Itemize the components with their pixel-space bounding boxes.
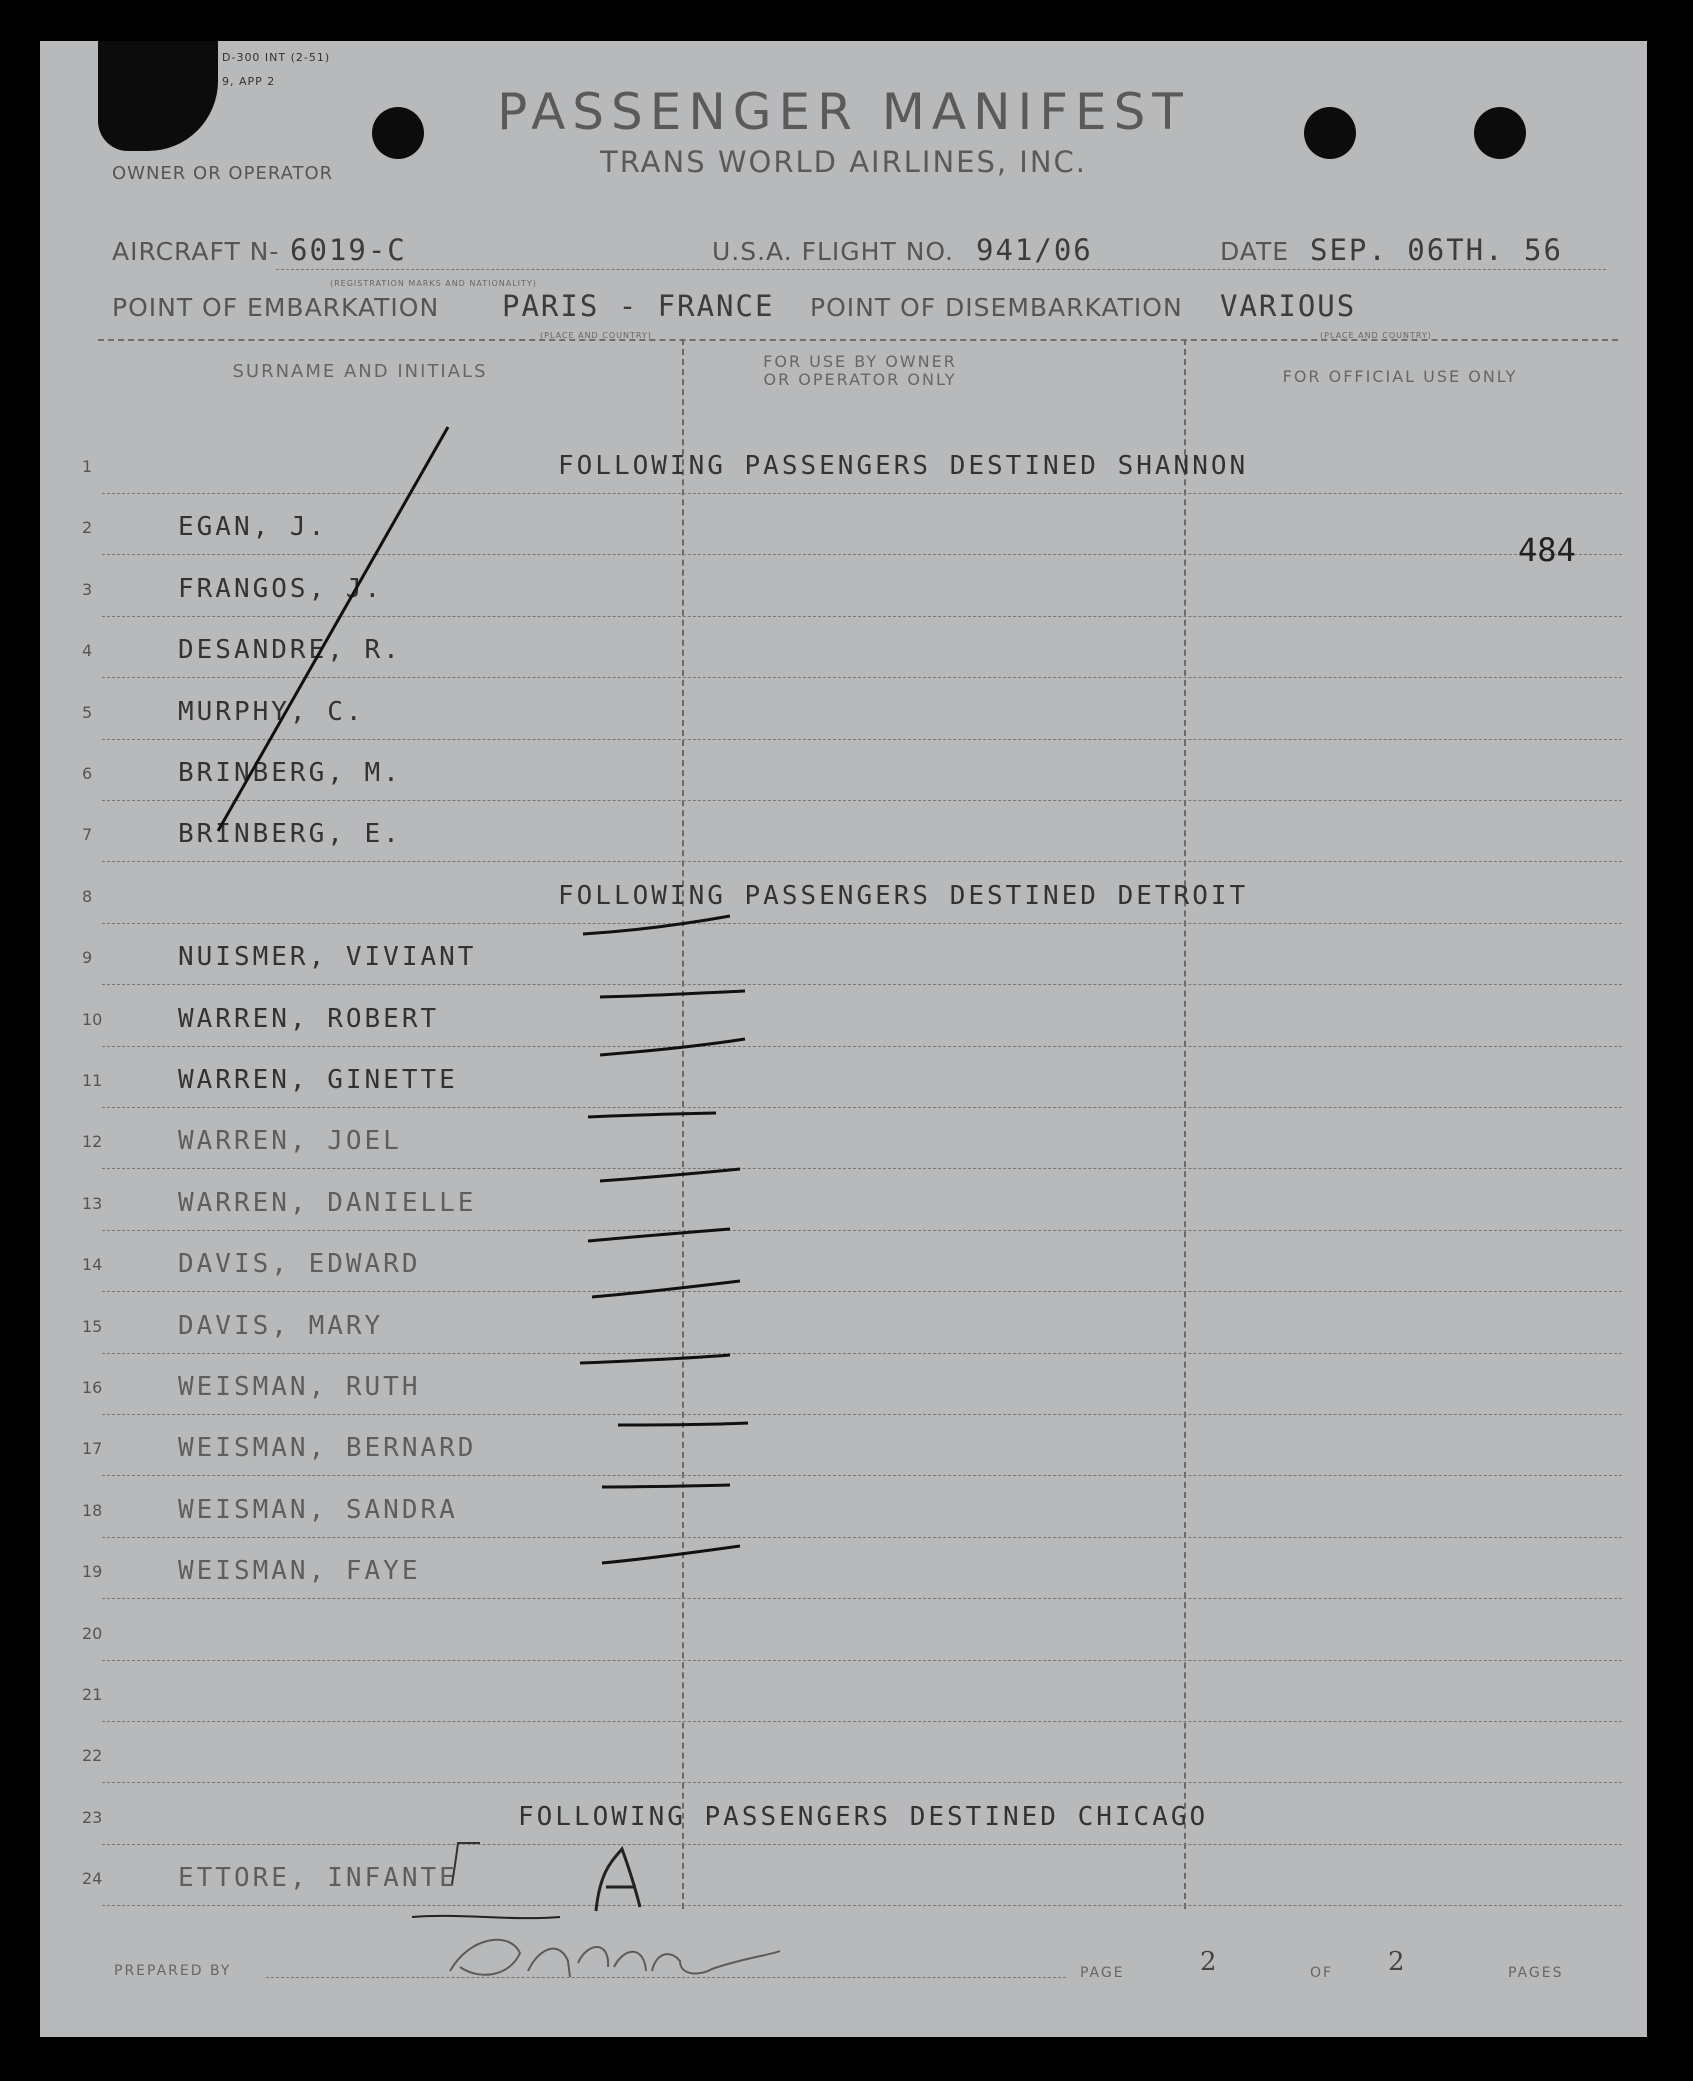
row-number: 14 — [82, 1255, 103, 1275]
passenger-name: DESANDRE, R. — [178, 635, 402, 666]
tick-mark — [583, 916, 730, 934]
owner-operator-label: OWNER OR OPERATOR — [112, 163, 334, 184]
pages-label: PAGES — [1508, 1965, 1564, 1981]
row-number: 18 — [82, 1500, 103, 1520]
destination-heading: FOLLOWING PASSENGERS DESTINED DETROIT — [558, 880, 1249, 911]
handwritten-letter-a — [596, 1849, 640, 1911]
row-number: 5 — [82, 702, 93, 722]
preparer-signature — [450, 1940, 780, 1977]
passenger-name: DAVIS, EDWARD — [178, 1249, 421, 1280]
row-number: 22 — [82, 1746, 103, 1766]
page-total: 2 — [1388, 1947, 1405, 1977]
column-header-owner-use-line2: OR OPERATOR ONLY — [763, 370, 957, 389]
passenger-name: WARREN, ROBERT — [178, 1003, 440, 1034]
registration-caption: (REGISTRATION MARKS AND NATIONALITY) — [330, 279, 537, 288]
place-country-caption: (PLACE AND COUNTRY) — [540, 331, 652, 340]
row-number: 13 — [82, 1193, 103, 1213]
passenger-name: NUISMER, VIVIANT — [178, 942, 477, 973]
flight-value: 941/06 — [976, 233, 1093, 267]
row-number: 12 — [82, 1132, 103, 1152]
passenger-name: WEISMAN, RUTH — [178, 1372, 421, 1402]
row-number: 4 — [82, 641, 93, 661]
handwritten-marks — [40, 41, 1647, 2037]
row-number: 21 — [82, 1685, 103, 1704]
passenger-name: BRINBERG, M. — [178, 758, 402, 788]
row-number: 17 — [82, 1439, 103, 1459]
passenger-name: ETTORE, INFANTE — [178, 1863, 458, 1894]
column-header-owner-use-line1: FOR USE BY OWNER — [763, 352, 957, 371]
destination-heading: FOLLOWING PASSENGERS DESTINED SHANNON — [558, 451, 1249, 481]
column-header-official-use: FOR OFFICIAL USE ONLY — [1282, 367, 1518, 386]
page-label: PAGE — [1080, 1965, 1125, 1981]
prepared-by-label: PREPARED BY — [114, 1963, 232, 1979]
tick-mark — [602, 1546, 740, 1563]
passenger-name: DAVIS, MARY — [178, 1310, 384, 1341]
tick-mark — [600, 1039, 745, 1055]
disembarkation-value: VARIOUS — [1220, 289, 1357, 323]
passenger-name: FRANGOS, J. — [178, 573, 384, 604]
airline-name: TRANS WORLD AIRLINES, INC. — [599, 145, 1088, 179]
page-number: 2 — [1200, 1947, 1217, 1977]
tick-mark — [588, 1229, 730, 1241]
tick-mark — [592, 1281, 740, 1297]
official-stamp-number: 484 — [1518, 531, 1576, 569]
passenger-name: MURPHY, C. — [178, 696, 365, 727]
tick-mark — [600, 1169, 740, 1181]
row-number: 7 — [82, 825, 93, 845]
row-number: 11 — [82, 1071, 103, 1090]
embarkation-value: PARIS - FRANCE — [502, 289, 775, 323]
row-number: 6 — [82, 764, 93, 783]
destination-heading: FOLLOWING PASSENGERS DESTINED CHICAGO — [518, 1801, 1209, 1832]
aircraft-label: AIRCRAFT N- — [112, 237, 280, 266]
passenger-name: EGAN, J. — [178, 512, 328, 543]
tick-mark — [588, 1113, 716, 1117]
passenger-name: WEISMAN, BERNARD — [178, 1433, 477, 1464]
infante-underline — [412, 1916, 560, 1918]
row-number: 1 — [82, 457, 93, 476]
row-number: 10 — [82, 1009, 103, 1029]
passenger-name: BRINBERG, E. — [178, 819, 402, 850]
passenger-name: WEISMAN, SANDRA — [178, 1494, 458, 1525]
tick-mark — [618, 1423, 748, 1425]
row-number: 3 — [82, 579, 93, 599]
row-number: 24 — [82, 1869, 103, 1889]
row-number: 8 — [82, 886, 93, 906]
row-number: 23 — [82, 1807, 103, 1827]
form-appendix: 9, APP 2 — [222, 75, 276, 88]
manifest-sheet — [40, 41, 1647, 2037]
passenger-name: WEISMAN, FAYE — [178, 1556, 421, 1587]
aircraft-value: 6019-C — [290, 233, 407, 267]
tick-mark — [600, 991, 745, 997]
row-number: 9 — [82, 948, 93, 968]
passenger-name: WARREN, GINETTE — [178, 1065, 458, 1095]
flight-label: U.S.A. FLIGHT NO. — [712, 237, 954, 266]
diagonal-strike — [218, 427, 448, 831]
place-country-caption-2: (PLACE AND COUNTRY) — [1320, 331, 1432, 340]
tick-mark — [602, 1485, 730, 1487]
tick-mark — [580, 1355, 730, 1363]
date-label: DATE — [1220, 237, 1290, 266]
row-number: 19 — [82, 1562, 103, 1582]
prepared-by-line — [266, 1977, 1066, 1978]
row-number: 16 — [82, 1378, 103, 1397]
of-label: OF — [1310, 1965, 1334, 1981]
disembarkation-label: POINT OF DISEMBARKATION — [810, 293, 1183, 322]
form-number: D-300 INT (2-51) — [222, 51, 331, 64]
date-value: SEP. 06TH. 56 — [1310, 233, 1563, 267]
embarkation-label: POINT OF EMBARKATION — [112, 293, 440, 322]
passenger-name: WARREN, DANIELLE — [178, 1187, 477, 1218]
passenger-name: WARREN, JOEL — [178, 1126, 402, 1157]
row-number: 15 — [82, 1316, 103, 1336]
handwritten-a — [452, 1843, 480, 1884]
row-number: 20 — [82, 1623, 103, 1643]
page-title: PASSENGER MANIFEST — [497, 83, 1190, 141]
column-header-surname: SURNAME AND INITIALS — [232, 361, 488, 382]
row-number: 2 — [82, 518, 93, 538]
